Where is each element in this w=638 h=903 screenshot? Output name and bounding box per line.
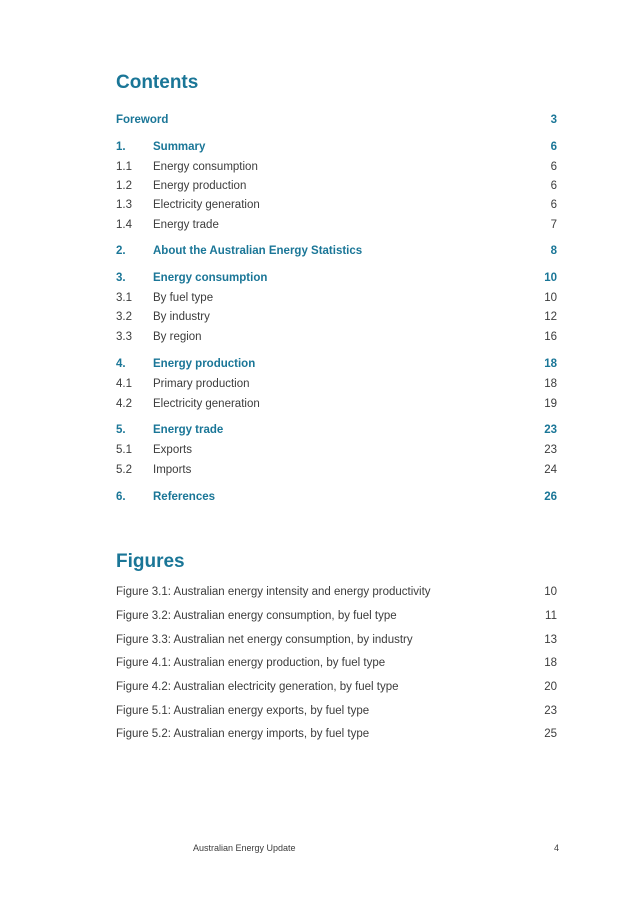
figure-list-entry[interactable]: [116, 656, 557, 670]
toc-entry-page: 19: [544, 398, 557, 410]
toc-entry-page: 10: [544, 272, 557, 284]
toc-entry-title: Exports: [153, 444, 192, 456]
figure-entry-page: 13: [544, 634, 557, 646]
figure-entry-title: Figure 3.2: Australian energy consumption, by fuel type: [116, 610, 397, 622]
figure-entry-page: 18: [544, 657, 557, 669]
figure-entry-page: 25: [544, 728, 557, 740]
toc-entry-page: 8: [550, 245, 557, 257]
toc-entry-page: 16: [544, 331, 557, 343]
toc-entry-page: 18: [544, 358, 557, 370]
toc-entry-number: 1.2: [116, 180, 132, 192]
figure-entry-title: Figure 4.1: Australian energy production, by fuel type: [116, 657, 386, 669]
toc-subsection-entry[interactable]: [116, 179, 557, 193]
toc-entry-page: 6: [550, 199, 557, 211]
toc-subsection-entry[interactable]: [116, 397, 557, 411]
toc-subsection-entry[interactable]: [116, 198, 557, 212]
toc-entry-number: 4.: [116, 358, 126, 370]
toc-subsection-entry[interactable]: [116, 160, 557, 174]
toc-entry-title: Energy production: [153, 180, 247, 192]
toc-entry-page: 12: [544, 311, 557, 323]
toc-entry-title: Foreword: [116, 114, 169, 126]
figure-list-entry[interactable]: [116, 680, 557, 694]
toc-subsection-entry[interactable]: [116, 463, 557, 477]
toc-section-entry[interactable]: [116, 113, 557, 127]
toc-section-entry[interactable]: [116, 423, 557, 437]
toc-entry-title: About the Australian Energy Statistics: [153, 245, 363, 257]
footer-title: Australian Energy Update: [193, 843, 296, 853]
toc-section-entry[interactable]: [116, 271, 557, 285]
figure-entry-title: Figure 5.2: Australian energy imports, by fuel type: [116, 728, 370, 740]
toc-entry-page: 23: [544, 444, 557, 456]
contents-section: [116, 70, 557, 503]
toc-entry-title: Imports: [153, 464, 192, 476]
toc-entry-title: Energy consumption: [153, 161, 258, 173]
footer-page-number: 4: [554, 843, 560, 853]
toc-subsection-entry[interactable]: [116, 330, 557, 344]
toc-entry-page: 18: [544, 378, 557, 390]
toc-subsection-entry[interactable]: [116, 443, 557, 457]
figures-section: [116, 549, 557, 740]
figure-entry-title: Figure 4.2: Australian electricity generation, by fuel type: [116, 681, 399, 693]
toc-entry-title: Summary: [153, 141, 206, 153]
toc-section-entry[interactable]: [116, 140, 557, 154]
figure-list-entry[interactable]: [116, 585, 557, 599]
toc-entry-title: By fuel type: [153, 292, 214, 304]
toc-subsection-entry[interactable]: [116, 377, 557, 391]
toc-entry-number: 3.: [116, 272, 126, 284]
toc-entry-number: 3.1: [116, 292, 132, 304]
toc-entry-title: Energy production: [153, 358, 256, 370]
toc-entry-title: Primary production: [153, 378, 250, 390]
figure-list-entry[interactable]: [116, 704, 557, 718]
toc-entry-page: 6: [550, 180, 557, 192]
toc-entry-page: 24: [544, 464, 557, 476]
figures-heading: Figures: [116, 551, 185, 572]
toc-entry-number: 3.2: [116, 311, 132, 323]
toc-entry-page: 26: [544, 491, 557, 503]
toc-section-entry[interactable]: [116, 244, 557, 258]
figure-entry-page: 10: [544, 586, 557, 598]
toc-entry-title: By industry: [153, 311, 210, 323]
toc-entry-title: Energy consumption: [153, 272, 268, 284]
figure-list-entry[interactable]: [116, 727, 557, 741]
toc-entry-page: 6: [550, 161, 557, 173]
toc-entry-number: 4.1: [116, 378, 132, 390]
toc-subsection-entry[interactable]: [116, 310, 557, 324]
toc-entry-page: 23: [544, 424, 557, 436]
toc-entry-number: 4.2: [116, 398, 132, 410]
figure-entry-title: Figure 3.1: Australian energy intensity and energy productivity: [116, 586, 431, 598]
toc-section-entry[interactable]: [116, 357, 557, 371]
contents-heading: Contents: [116, 72, 199, 93]
toc-entry-number: 5.2: [116, 464, 132, 476]
figure-entry-page: 23: [544, 705, 557, 717]
toc-subsection-entry[interactable]: [116, 291, 557, 305]
toc-entry-title: Electricity generation: [153, 199, 260, 211]
toc-entry-page: 6: [550, 141, 557, 153]
toc-entry-title: Energy trade: [153, 219, 219, 231]
toc-entry-number: 5.1: [116, 444, 132, 456]
toc-entry-title: By region: [153, 331, 202, 343]
toc-entry-page: 10: [544, 292, 557, 304]
toc-entry-number: 1.3: [116, 199, 132, 211]
toc-entry-number: 1.: [116, 141, 126, 153]
toc-entry-page: 7: [550, 219, 557, 231]
toc-entry-number: 5.: [116, 424, 126, 436]
toc-entry-number: 2.: [116, 245, 126, 257]
figure-entry-page: 20: [544, 681, 557, 693]
figure-list-entry[interactable]: [116, 633, 557, 647]
toc-entry-number: 6.: [116, 491, 126, 503]
toc-section-entry[interactable]: [116, 490, 557, 504]
figure-entry-title: Figure 5.1: Australian energy exports, by fuel type: [116, 705, 370, 717]
toc-entry-page: 3: [550, 114, 557, 126]
toc-entry-title: Energy trade: [153, 424, 224, 436]
figure-entry-title: Figure 3.3: Australian net energy consumption, by industry: [116, 634, 413, 646]
toc-entry-title: Electricity generation: [153, 398, 260, 410]
toc-entry-number: 1.4: [116, 219, 132, 231]
toc-entry-number: 3.3: [116, 331, 132, 343]
figure-entry-page: 11: [545, 610, 557, 622]
toc-entry-number: 1.1: [116, 161, 132, 173]
figure-list-entry[interactable]: [116, 609, 557, 623]
toc-entry-title: References: [153, 491, 216, 503]
toc-subsection-entry[interactable]: [116, 218, 557, 232]
